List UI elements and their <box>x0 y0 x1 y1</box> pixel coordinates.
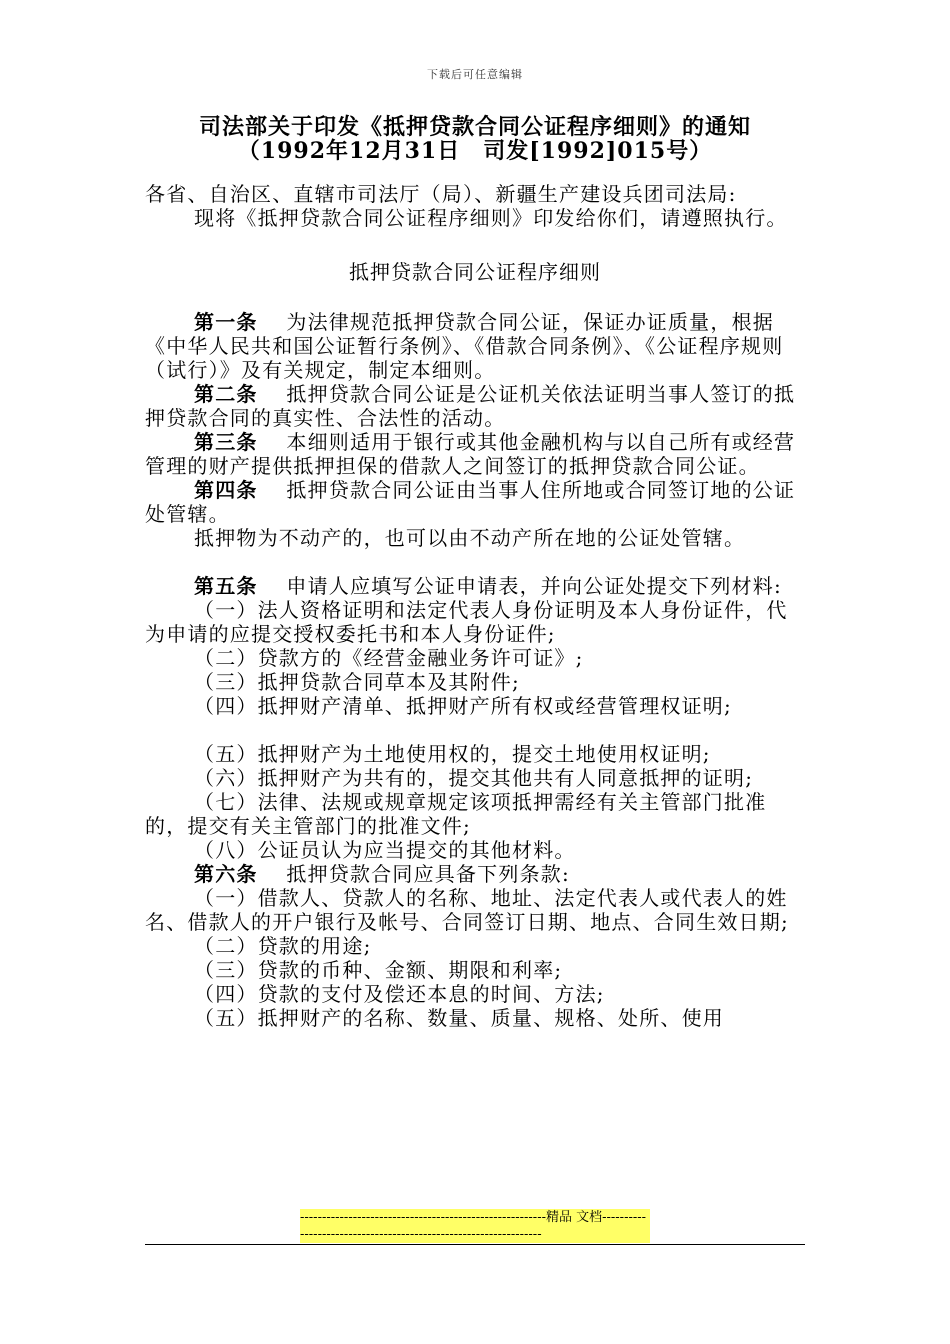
list-item: （三）贷款的币种、金额、期限和利率; <box>194 958 563 982</box>
article-6 <box>145 862 805 886</box>
article-3 <box>145 430 805 478</box>
spacer <box>145 718 805 742</box>
salutation: 各省、自治区、直辖市司法厅（局）、新疆生产建设兵团司法局: <box>145 182 737 206</box>
article-text: 本细则适用于银行或其他金融机构与以自己所有或经营管理的财产提供抵押担保的借款人之间签订的抵押贷款合同公证。 <box>145 430 796 478</box>
article-text: 抵押贷款合同公证是公证机关依法证明当事人签订的抵押贷款合同的真实性、合法性的活动。 <box>145 382 796 430</box>
article-text: 申请人应填写公证申请表，并向公证处提交下列材料: <box>286 574 782 598</box>
spacer <box>145 550 805 574</box>
article-5 <box>145 574 805 598</box>
article-label: 第六条 <box>194 862 258 886</box>
list-item: （一）借款人、贷款人的名称、地址、法定代表人或代表人的姓名、借款人的开户银行及帐号、合同签订日期、地点、合同生效日期; <box>145 886 789 934</box>
list-item: （五）抵押财产为土地使用权的，提交土地使用权证明; <box>194 742 711 766</box>
footer-watermark: --------------------------------------------------------精品 文档----------------------------------------------------------------- <box>300 1209 650 1243</box>
article-label: 第三条 <box>194 430 258 454</box>
page-title: 司法部关于印发《抵押贷款合同公证程序细则》的通知 <box>198 114 751 140</box>
article-label: 第四条 <box>194 478 258 502</box>
list-item: （四）抵押财产清单、抵押财产所有权或经营管理权证明; <box>194 694 732 718</box>
article-2 <box>145 382 805 430</box>
document-body <box>145 182 805 1030</box>
list-item: （二）贷款方的《经营金融业务许可证》; <box>194 646 584 670</box>
article-label: 第二条 <box>194 382 258 406</box>
article-4-extra: 抵押物为不动产的，也可以由不动产所在地的公证处管辖。 <box>194 526 746 550</box>
list-item: （七）法律、法规或规章规定该项抵押需经有关主管部门批准的，提交有关主管部门的批准文件; <box>145 790 767 838</box>
article-label: 第一条 <box>194 310 258 334</box>
footer-divider <box>145 1244 805 1245</box>
list-item: （六）抵押财产为共有的，提交其他共有人同意抵押的证明; <box>194 766 754 790</box>
list-item: （五）抵押财产的名称、数量、质量、规格、处所、使用 <box>194 1006 724 1030</box>
article-4 <box>145 478 805 526</box>
list-item: （三）抵押贷款合同草本及其附件; <box>194 670 520 694</box>
header-note: 下载后可任意编辑 <box>427 68 523 81</box>
list-item: （八）公证员认为应当提交的其他材料。 <box>194 838 576 862</box>
article-text: 抵押贷款合同应具备下列条款: <box>286 862 570 886</box>
article-text: 为法律规范抵押贷款合同公证，保证办证质量，根据《中华人民共和国公证暂行条例》、《借款合同条例》、《公证程序规则（试行）》及有关规定，制定本细则。 <box>145 310 784 382</box>
intro-paragraph: 现将《抵押贷款合同公证程序细则》印发给你们，请遵照执行。 <box>194 206 788 230</box>
list-item: （一）法人资格证明和法定代表人身份证明及本人身份证件，代为申请的应提交授权委托书和本人身份证件; <box>145 598 788 646</box>
page-subtitle: （1992年12月31日 司发[1992]015号） <box>237 138 713 164</box>
document-title: 抵押贷款合同公证程序细则 <box>349 260 601 284</box>
article-text: 抵押贷款合同公证由当事人住所地或合同签订地的公证处管辖。 <box>145 478 796 526</box>
list-item: （四）贷款的支付及偿还本息的时间、方法; <box>194 982 605 1006</box>
article-label: 第五条 <box>194 574 258 598</box>
list-item: （二）贷款的用途; <box>194 934 372 958</box>
article-1 <box>145 310 805 382</box>
